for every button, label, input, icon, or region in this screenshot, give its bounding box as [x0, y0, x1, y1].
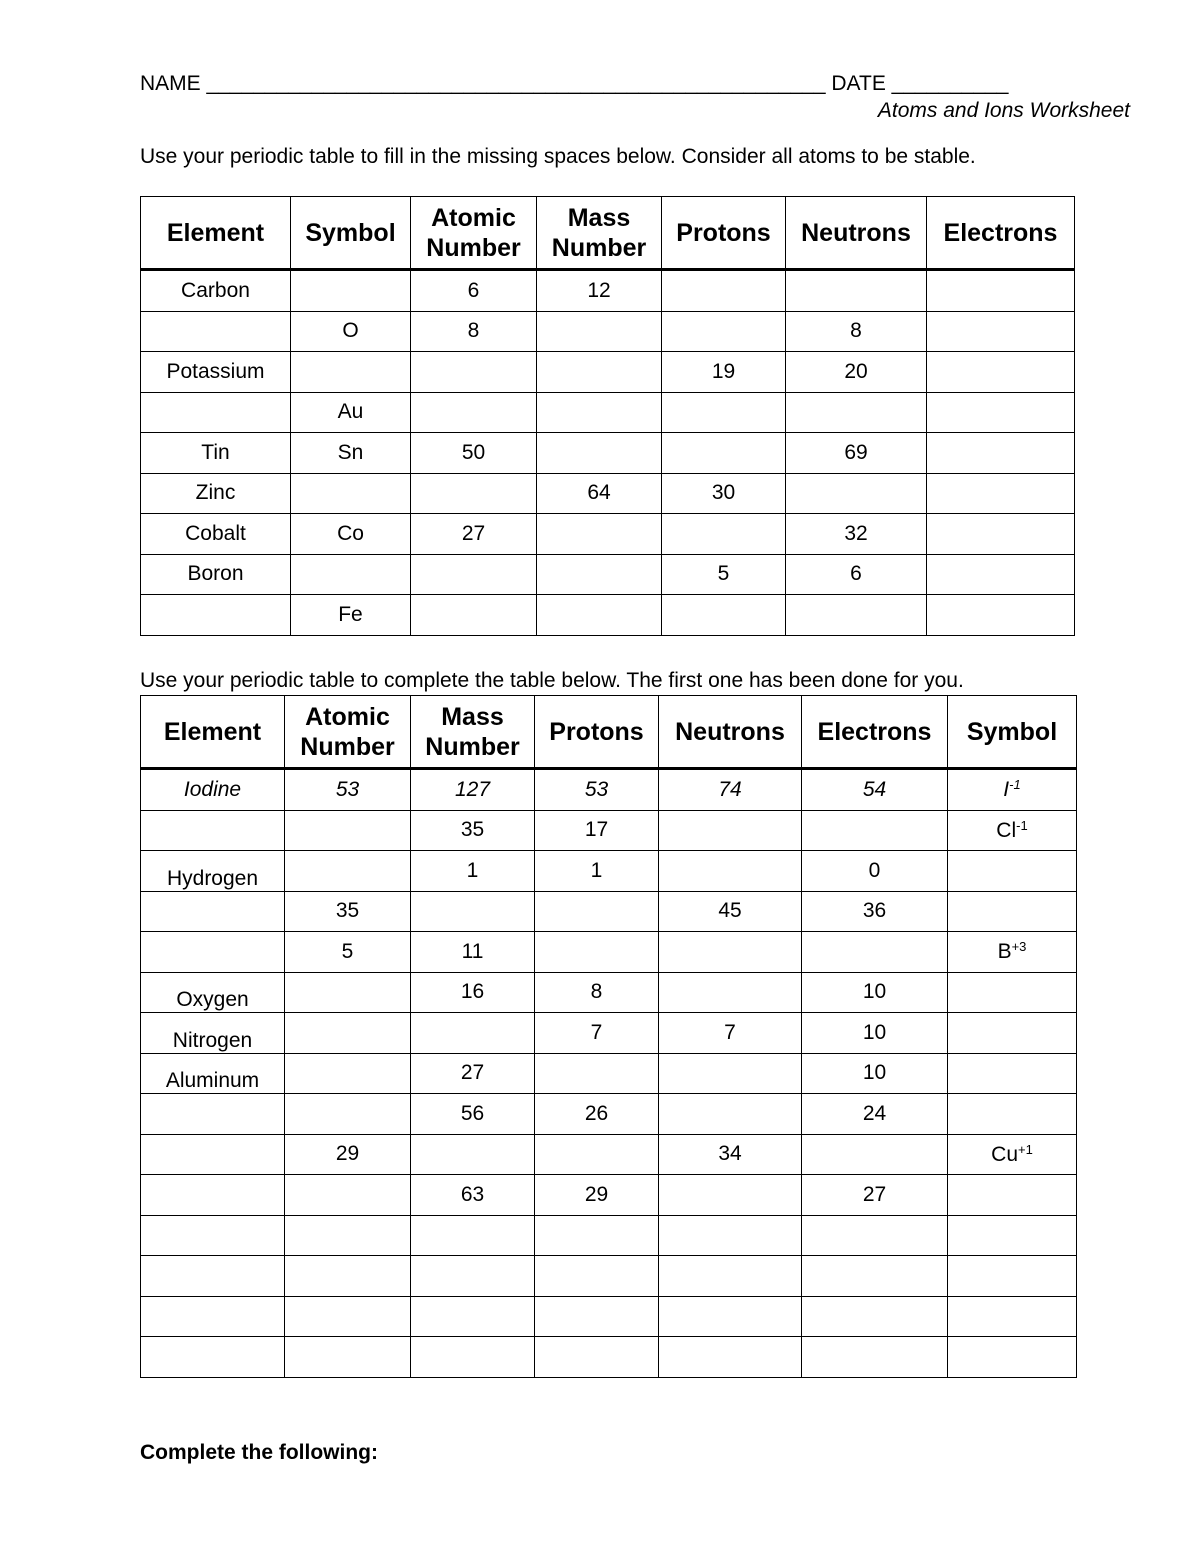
table-cell[interactable]: 20 [786, 352, 927, 393]
name-blank[interactable]: _____________________________________________________ [206, 72, 826, 95]
symbol-cell[interactable] [948, 1134, 1077, 1175]
table-row [141, 595, 1075, 636]
table-cell[interactable] [802, 1256, 948, 1297]
table-cell[interactable] [291, 352, 411, 393]
table-row [141, 1094, 1077, 1135]
table-cell[interactable] [786, 392, 927, 433]
table-row [141, 554, 1075, 595]
table-row [141, 972, 1077, 1013]
table-cell[interactable] [659, 810, 802, 851]
table-cell[interactable] [659, 851, 802, 892]
symbol-cell[interactable] [948, 1094, 1077, 1135]
symbol-cell[interactable] [948, 891, 1077, 932]
element-cell[interactable] [141, 1215, 285, 1256]
table-cell[interactable]: 16 [411, 972, 535, 1013]
table-row [141, 1296, 1077, 1337]
table-cell[interactable] [285, 1013, 411, 1054]
element-cell[interactable] [141, 1296, 285, 1337]
table-cell[interactable] [927, 514, 1075, 555]
table-cell[interactable] [285, 851, 411, 892]
table-cell[interactable] [285, 972, 411, 1013]
table-cell[interactable] [927, 554, 1075, 595]
date-blank[interactable]: __________ [891, 72, 1009, 95]
table-cell[interactable] [285, 1094, 411, 1135]
table-cell[interactable] [927, 433, 1075, 474]
table-cell[interactable] [535, 1053, 659, 1094]
table-cell[interactable] [659, 1053, 802, 1094]
table-cell[interactable]: 27 [411, 1053, 535, 1094]
table-cell[interactable]: Tin [141, 433, 291, 474]
table-cell[interactable]: 26 [535, 1094, 659, 1135]
table-cell[interactable]: Fe [291, 595, 411, 636]
table-cell[interactable]: 5 [285, 932, 411, 973]
table-row [141, 891, 1077, 932]
table-cell[interactable]: 64 [537, 473, 662, 514]
table-cell[interactable] [786, 595, 927, 636]
table-cell[interactable]: Cobalt [141, 514, 291, 555]
element-cell[interactable]: Nitrogen [141, 1013, 285, 1054]
symbol-cell[interactable] [948, 851, 1077, 892]
table-cell[interactable]: 30 [662, 473, 786, 514]
table-cell[interactable]: 10 [802, 1013, 948, 1054]
table-cell[interactable]: 69 [786, 433, 927, 474]
table-cell[interactable] [662, 433, 786, 474]
table-cell[interactable]: 29 [535, 1175, 659, 1216]
table-cell[interactable] [535, 932, 659, 973]
table-cell[interactable] [802, 1134, 948, 1175]
table-cell[interactable] [291, 473, 411, 514]
table-cell[interactable] [537, 311, 662, 352]
atoms-table-header [141, 197, 1075, 270]
table-cell[interactable] [927, 392, 1075, 433]
table-cell[interactable] [535, 891, 659, 932]
table-cell[interactable]: 74 [659, 769, 802, 811]
table-row [141, 1013, 1077, 1054]
table-cell[interactable]: 6 [786, 554, 927, 595]
header-line [140, 72, 1008, 96]
table-cell[interactable]: Sn [291, 433, 411, 474]
table-row [141, 1337, 1077, 1378]
ion-symbol: B [997, 940, 1012, 964]
table-cell[interactable] [411, 1215, 535, 1256]
table-row [141, 1134, 1077, 1175]
table-cell[interactable]: 1 [535, 851, 659, 892]
date-label: DATE [831, 72, 886, 95]
table-cell[interactable] [537, 554, 662, 595]
table-cell[interactable] [411, 595, 537, 636]
table-cell[interactable] [141, 311, 291, 352]
table-cell[interactable]: Carbon [141, 270, 291, 312]
ions-table-header [141, 696, 1077, 769]
table-cell[interactable] [662, 270, 786, 312]
table-cell[interactable]: 63 [411, 1175, 535, 1216]
table-cell[interactable]: Zinc [141, 473, 291, 514]
table-cell[interactable] [285, 810, 411, 851]
table-cell[interactable]: 19 [662, 352, 786, 393]
table-cell[interactable] [535, 1215, 659, 1256]
table-cell[interactable]: 0 [802, 851, 948, 892]
col-header: Electrons [802, 696, 948, 769]
table-cell[interactable] [285, 1175, 411, 1216]
table-cell[interactable]: 56 [411, 1094, 535, 1135]
table-cell[interactable]: 8 [535, 972, 659, 1013]
table-cell[interactable]: 27 [411, 514, 537, 555]
table-cell[interactable] [537, 433, 662, 474]
col-header: Atomic Number [411, 197, 537, 270]
ion-charge: +3 [1011, 939, 1027, 955]
element-cell[interactable] [141, 1337, 285, 1378]
table-cell[interactable] [141, 392, 291, 433]
table-cell[interactable] [786, 473, 927, 514]
table-cell[interactable] [285, 1053, 411, 1094]
table-cell[interactable] [659, 1296, 802, 1337]
table-cell[interactable] [659, 1256, 802, 1297]
element-cell[interactable] [141, 1134, 285, 1175]
table-cell[interactable] [285, 1337, 411, 1378]
table-cell[interactable] [927, 595, 1075, 636]
table-cell[interactable] [285, 1296, 411, 1337]
table-cell[interactable] [802, 932, 948, 973]
col-header: Atomic Number [285, 696, 411, 769]
table-cell[interactable] [411, 1296, 535, 1337]
table-row [141, 514, 1075, 555]
table-cell[interactable] [291, 270, 411, 312]
col-header: Symbol [948, 696, 1077, 769]
table-row [141, 473, 1075, 514]
table-cell[interactable]: 8 [411, 311, 537, 352]
table-cell[interactable] [411, 1256, 535, 1297]
col-header: Neutrons [659, 696, 802, 769]
example-row [141, 769, 1077, 811]
table-cell[interactable]: O [291, 311, 411, 352]
col-header: Neutrons [786, 197, 927, 270]
atoms-table [140, 196, 1075, 636]
table-cell[interactable]: 29 [285, 1134, 411, 1175]
table-cell[interactable] [291, 554, 411, 595]
element-cell[interactable] [141, 1175, 285, 1216]
col-header: Element [141, 696, 285, 769]
ion-charge: -1 [1009, 777, 1021, 793]
table-cell[interactable]: 35 [411, 810, 535, 851]
table-row [141, 352, 1075, 393]
table-row [141, 311, 1075, 352]
table-cell[interactable]: 53 [535, 769, 659, 811]
col-header: Symbol [291, 197, 411, 270]
table-cell[interactable] [659, 1337, 802, 1378]
table-cell[interactable]: 10 [802, 1053, 948, 1094]
element-cell[interactable] [141, 1094, 285, 1135]
symbol-cell[interactable] [948, 810, 1077, 851]
table-cell[interactable] [659, 1215, 802, 1256]
ion-charge: -1 [1016, 817, 1028, 833]
table-cell[interactable] [411, 352, 537, 393]
table-cell[interactable] [285, 1256, 411, 1297]
ion-symbol: Cl [996, 818, 1017, 842]
table-cell[interactable]: 32 [786, 514, 927, 555]
table-cell[interactable] [285, 1215, 411, 1256]
table-cell[interactable] [411, 1134, 535, 1175]
table-cell[interactable]: 7 [535, 1013, 659, 1054]
table-cell[interactable]: 27 [802, 1175, 948, 1216]
table-cell[interactable] [537, 514, 662, 555]
element-cell[interactable]: Aluminum [141, 1053, 285, 1094]
table-cell[interactable]: Potassium [141, 352, 291, 393]
table-cell[interactable] [537, 595, 662, 636]
table-row [141, 392, 1075, 433]
table-cell[interactable] [535, 1134, 659, 1175]
table-cell[interactable] [659, 1175, 802, 1216]
col-header: Mass Number [411, 696, 535, 769]
table-cell[interactable] [411, 1337, 535, 1378]
table-row [141, 1256, 1077, 1297]
table-cell[interactable]: 35 [285, 891, 411, 932]
symbol-cell[interactable] [948, 1215, 1077, 1256]
table-row [141, 851, 1077, 892]
table-cell[interactable]: 11 [411, 932, 535, 973]
table-cell[interactable] [662, 514, 786, 555]
table-cell[interactable] [535, 1337, 659, 1378]
table-row [141, 932, 1077, 973]
element-cell[interactable]: Iodine [141, 769, 285, 811]
table-row [141, 270, 1075, 312]
table-cell[interactable]: 34 [659, 1134, 802, 1175]
symbol-cell[interactable] [948, 972, 1077, 1013]
col-header: Electrons [927, 197, 1075, 270]
table1-instruction: Use your periodic table to fill in the missing spaces below. Consider all atoms to be stable. [140, 145, 976, 168]
table2-instruction: Use your periodic table to complete the table below. The first one has been done for you. [140, 669, 964, 692]
col-header: Element [141, 197, 291, 270]
symbol-cell[interactable] [948, 1256, 1077, 1297]
table-cell[interactable] [927, 352, 1075, 393]
table-cell[interactable]: 127 [411, 769, 535, 811]
table-cell[interactable] [537, 392, 662, 433]
table-cell[interactable] [411, 473, 537, 514]
table-cell[interactable] [662, 392, 786, 433]
table-cell[interactable] [659, 932, 802, 973]
symbol-cell[interactable] [948, 1175, 1077, 1216]
table-cell[interactable]: Au [291, 392, 411, 433]
table-cell[interactable]: Co [291, 514, 411, 555]
table-cell[interactable] [659, 972, 802, 1013]
table-cell[interactable]: 10 [802, 972, 948, 1013]
symbol-cell[interactable] [948, 769, 1077, 811]
table-cell[interactable] [662, 311, 786, 352]
table-cell[interactable] [802, 1215, 948, 1256]
ions-table [140, 695, 1077, 1378]
element-cell[interactable]: Hydrogen [141, 851, 285, 892]
table-cell[interactable] [411, 392, 537, 433]
complete-following-label: Complete the following: [140, 1441, 378, 1464]
table-cell[interactable] [535, 1256, 659, 1297]
name-label: NAME [140, 72, 201, 95]
symbol-cell[interactable] [948, 1013, 1077, 1054]
table-cell[interactable] [659, 1094, 802, 1135]
table-cell[interactable] [411, 891, 535, 932]
table-cell[interactable]: 53 [285, 769, 411, 811]
element-cell[interactable] [141, 810, 285, 851]
table-cell[interactable]: 50 [411, 433, 537, 474]
table-cell[interactable] [786, 270, 927, 312]
element-cell[interactable] [141, 891, 285, 932]
symbol-cell[interactable] [948, 1337, 1077, 1378]
table-cell[interactable]: 24 [802, 1094, 948, 1135]
table-cell[interactable]: 45 [659, 891, 802, 932]
col-header: Mass Number [537, 197, 662, 270]
table-cell[interactable] [411, 1013, 535, 1054]
worksheet-subtitle: Atoms and Ions Worksheet [877, 99, 1130, 122]
table-cell[interactable]: 7 [659, 1013, 802, 1054]
table-cell[interactable]: 1 [411, 851, 535, 892]
table-cell[interactable]: 5 [662, 554, 786, 595]
table-cell[interactable] [927, 270, 1075, 312]
table-cell[interactable]: Boron [141, 554, 291, 595]
table-cell[interactable]: 8 [786, 311, 927, 352]
table-cell[interactable] [537, 352, 662, 393]
element-cell[interactable] [141, 932, 285, 973]
table-cell[interactable] [802, 1337, 948, 1378]
element-cell[interactable] [141, 1256, 285, 1297]
table-cell[interactable]: 54 [802, 769, 948, 811]
table-cell[interactable]: 17 [535, 810, 659, 851]
table-cell[interactable] [927, 473, 1075, 514]
table-cell[interactable] [141, 595, 291, 636]
symbol-cell[interactable] [948, 1053, 1077, 1094]
table-cell[interactable]: 6 [411, 270, 537, 312]
col-header: Protons [535, 696, 659, 769]
symbol-cell[interactable] [948, 1296, 1077, 1337]
table-cell[interactable] [927, 311, 1075, 352]
table-row [141, 1053, 1077, 1094]
table-cell[interactable]: 12 [537, 270, 662, 312]
table-cell[interactable] [802, 1296, 948, 1337]
table-row [141, 810, 1077, 851]
ion-charge: +1 [1018, 1141, 1033, 1157]
table-cell[interactable] [411, 554, 537, 595]
table-row [141, 1215, 1077, 1256]
table-cell[interactable] [535, 1296, 659, 1337]
symbol-cell[interactable] [948, 932, 1077, 973]
element-cell[interactable]: Oxygen [141, 972, 285, 1013]
ion-symbol: I [1003, 778, 1010, 802]
table-row [141, 433, 1075, 474]
table-cell[interactable] [662, 595, 786, 636]
table-row [141, 1175, 1077, 1216]
table-cell[interactable] [802, 810, 948, 851]
table-cell[interactable]: 36 [802, 891, 948, 932]
ion-symbol: Cu [991, 1142, 1019, 1166]
col-header: Protons [662, 197, 786, 270]
